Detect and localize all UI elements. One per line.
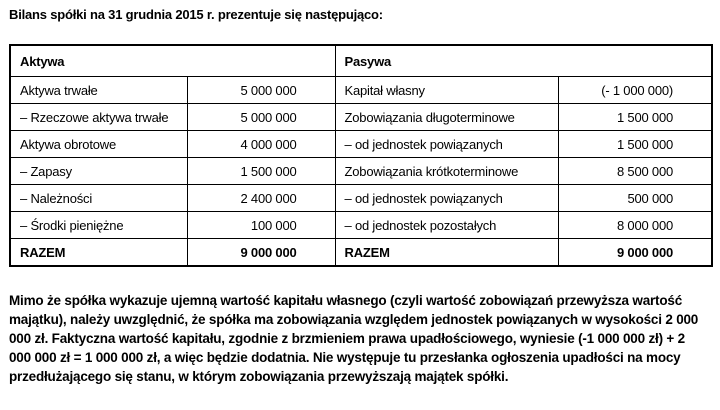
aktywa-item-value: 1 500 000 [187, 158, 335, 185]
pasywa-column-header: Pasywa [335, 45, 712, 77]
aktywa-item-label: – Środki pieniężne [10, 212, 187, 239]
pasywa-item-value: 8 000 000 [558, 212, 712, 239]
pasywa-item-value: 1 500 000 [558, 131, 712, 158]
aktywa-item-value: 5 000 000 [187, 104, 335, 131]
pasywa-item-label: – od jednostek powiązanych [335, 131, 558, 158]
pasywa-total-label: RAZEM [335, 239, 558, 267]
pasywa-item-value: 8 500 000 [558, 158, 712, 185]
table-row [10, 212, 712, 239]
aktywa-item-value: 2 400 000 [187, 185, 335, 212]
pasywa-item-value: 1 500 000 [558, 104, 712, 131]
document-title: Bilans spółki na 31 grudnia 2015 r. prezentuje się następująco: [9, 7, 383, 22]
aktywa-item-value: 4 000 000 [187, 131, 335, 158]
pasywa-item-label: – od jednostek powiązanych [335, 185, 558, 212]
aktywa-item-label: – Rzeczowe aktywa trwałe [10, 104, 187, 131]
table-row [10, 77, 712, 104]
pasywa-total-value: 9 000 000 [558, 239, 712, 267]
aktywa-item-label: – Zapasy [10, 158, 187, 185]
pasywa-item-label: Kapitał własny [335, 77, 558, 104]
table-header-row [10, 45, 712, 77]
aktywa-item-label: – Należności [10, 185, 187, 212]
table-row [10, 185, 712, 212]
table-total-row [10, 239, 712, 267]
aktywa-item-label: Aktywa obrotowe [10, 131, 187, 158]
aktywa-total-value: 9 000 000 [187, 239, 335, 267]
balance-sheet-table [9, 44, 713, 267]
pasywa-item-value: 500 000 [558, 185, 712, 212]
table-row [10, 104, 712, 131]
aktywa-item-value: 5 000 000 [187, 77, 335, 104]
aktywa-item-value: 100 000 [187, 212, 335, 239]
aktywa-column-header: Aktywa [10, 45, 335, 77]
aktywa-item-label: Aktywa trwałe [10, 77, 187, 104]
aktywa-total-label: RAZEM [10, 239, 187, 267]
commentary-paragraph: Mimo że spółka wykazuje ujemną wartość kapitału własnego (czyli wartość zobowiązań przewyższa wartość majątku), należy uwzględnić, że spółka ma zobowiązania względem jednostek powiązanych w wysokości 2 000 000 zł. Faktyczna wartość kapitału, zgodnie z brzmieniem prawa upadłościowego, wyniesie (-1 000 000 zł) + 2 000 000 zł = 1 000 000 zł, a więc będzie dodatnia. Nie występuje tu przesłanka ogłoszenia upadłości na mocy przedłużającego się stanu, w którym zobowiązania przewyższają majątek spółki. [9, 293, 699, 384]
pasywa-item-label: – od jednostek pozostałych [335, 212, 558, 239]
pasywa-item-label: Zobowiązania długoterminowe [335, 104, 558, 131]
pasywa-item-value: (- 1 000 000) [558, 77, 712, 104]
table-row [10, 131, 712, 158]
pasywa-item-label: Zobowiązania krótkoterminowe [335, 158, 558, 185]
table-row [10, 158, 712, 185]
